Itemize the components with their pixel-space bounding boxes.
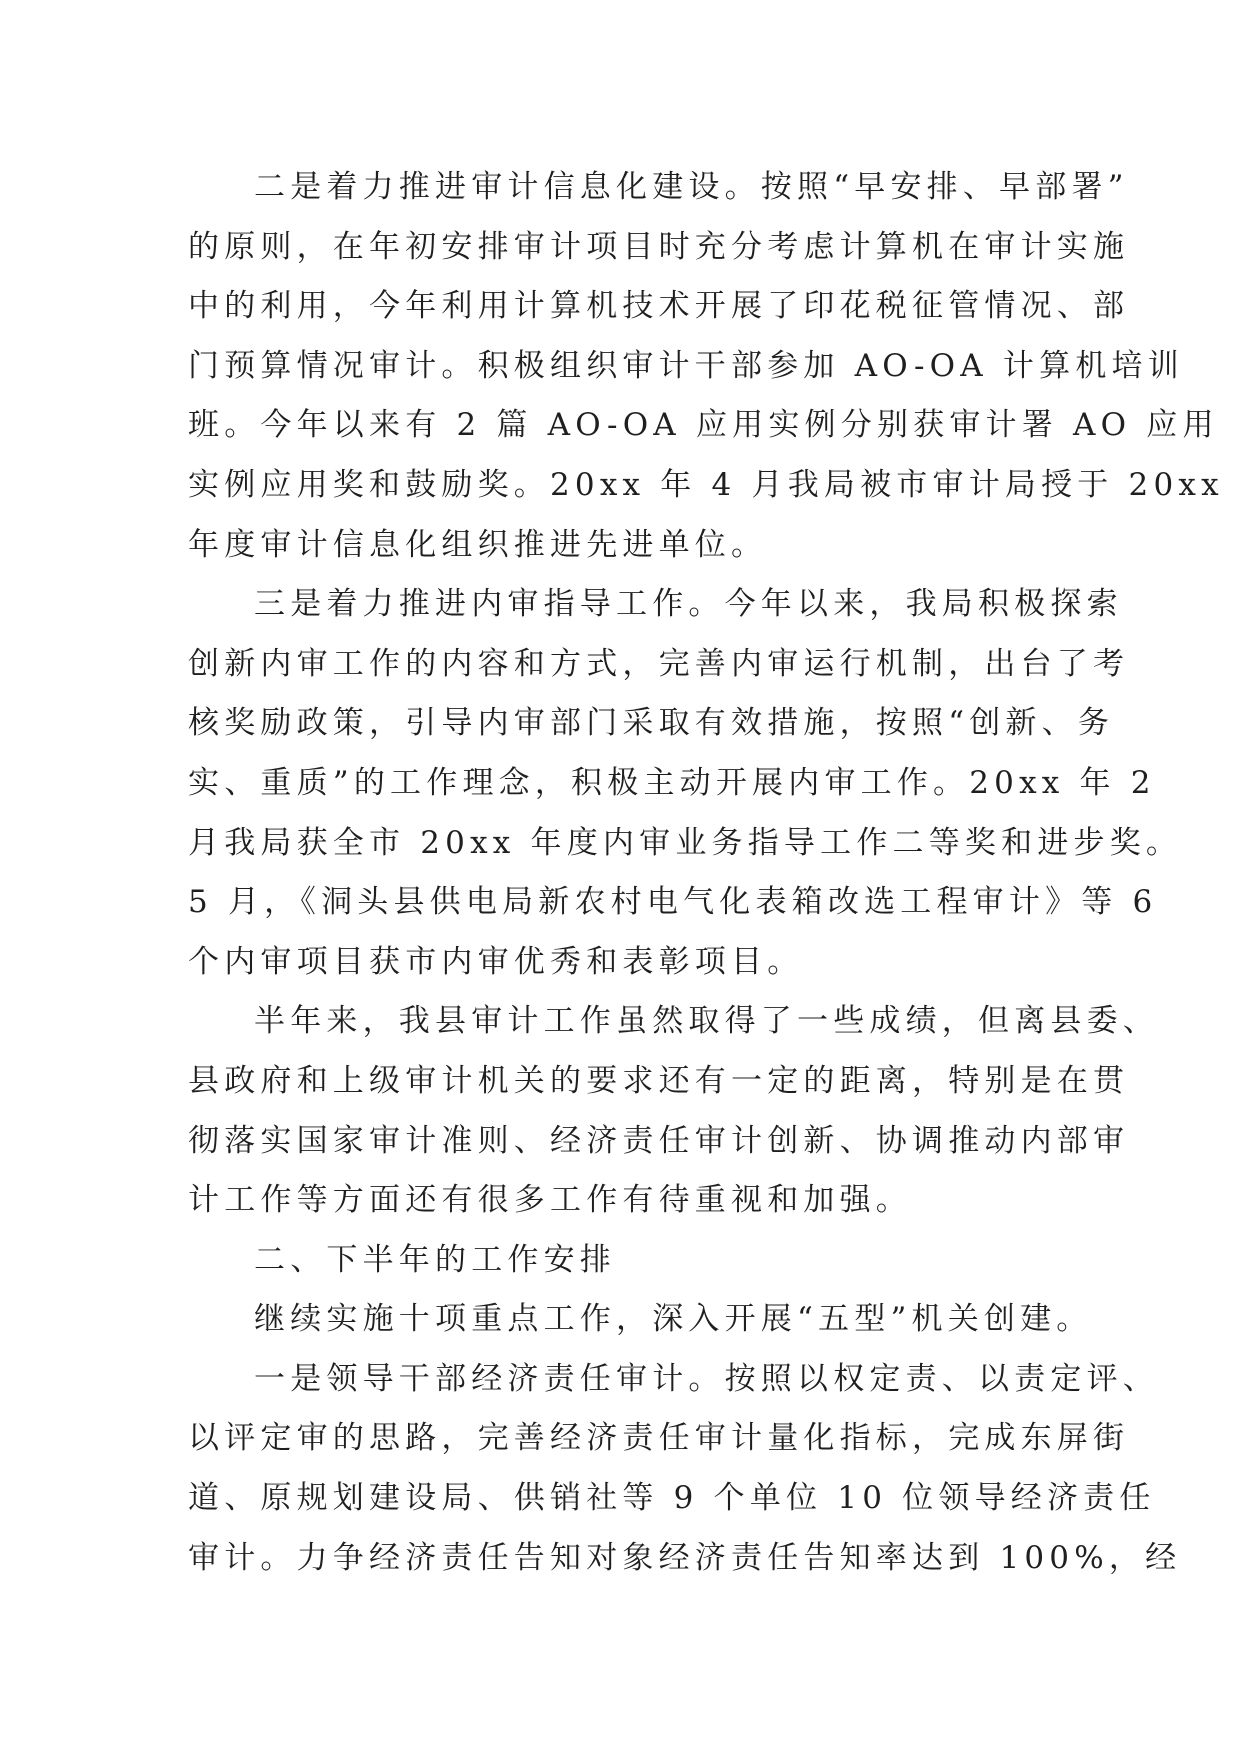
paragraph-audit-informatization [188,158,1224,575]
text-line: 彻落实国家审计准则、经济责任审计创新、协调推动内部审 [188,1122,1130,1159]
text-line: 县政府和上级审计机关的要求还有一定的距离，特别是在贯 [188,1062,1130,1099]
text-line: 以评定审的思路，完善经济责任审计量化指标，完成东屏街 [188,1420,1130,1457]
text-line: 实、重质”的工作理念，积极主动开展内审工作。20xx 年 2 [188,764,1156,801]
text-line: 三是着力推进内审指导工作。今年以来，我局积极探索 [254,586,1123,623]
section-heading: 二、下半年的工作安排 [254,1241,616,1278]
text-line: 年度审计信息化组织推进先进单位。 [188,526,768,563]
text-line: 核奖励政策，引导内审部门采取有效措施，按照“创新、务 [188,705,1115,742]
text-line: 创新内审工作的内容和方式，完善内审运行机制，出台了考 [188,645,1130,682]
text-line: 审计。力争经济责任告知对象经济责任告知率达到 100%，经 [188,1539,1182,1576]
section-heading-second-half-plan [188,1231,1058,1291]
text-line: 一是领导干部经济责任审计。按照以权定责、以责定评、 [254,1360,1159,1397]
text-line: 半年来，我县审计工作虽然取得了一些成绩，但离县委、 [254,1003,1159,1040]
paragraph-internal-audit-guidance [188,575,1183,992]
text-line: 继续实施十项重点工作，深入开展“五型”机关创建。 [254,1301,1093,1338]
text-line: 中的利用，今年利用计算机技术开展了印花税征管情况、部 [188,288,1130,325]
paragraph-economic-responsibility-audit [188,1350,1182,1588]
paragraph-key-work [188,1290,1093,1350]
text-line: 实例应用奖和鼓励奖。20xx 年 4 月我局被市审计局授于 20xx [188,466,1224,503]
text-line: 计工作等方面还有很多工作有待重视和加强。 [188,1182,912,1219]
text-line: 月我局获全市 20xx 年度内审业务指导工作二等奖和进步奖。 [188,824,1183,861]
text-line: 个内审项目获市内审优秀和表彰项目。 [188,943,804,980]
text-line: 二是着力推进审计信息化建设。按照“早安排、早部署” [254,169,1129,205]
text-line: 5 月，《洞头县供电局新农村电气化表箱改选工程审计》等 6 [188,884,1158,921]
text-line: 的原则，在年初安排审计项目时充分考虑计算机在审计实施 [188,228,1130,265]
paragraph-half-year-summary [188,992,1159,1230]
document-body [188,158,1224,1588]
text-line: 班。今年以来有 2 篇 AO-OA 应用实例分别获审计署 AO 应用 [188,407,1219,444]
text-line: 门预算情况审计。积极组织审计干部参加 AO-OA 计算机培训 [188,347,1184,384]
text-line: 道、原规划建设局、供销社等 9 个单位 10 位领导经济责任 [188,1480,1156,1517]
